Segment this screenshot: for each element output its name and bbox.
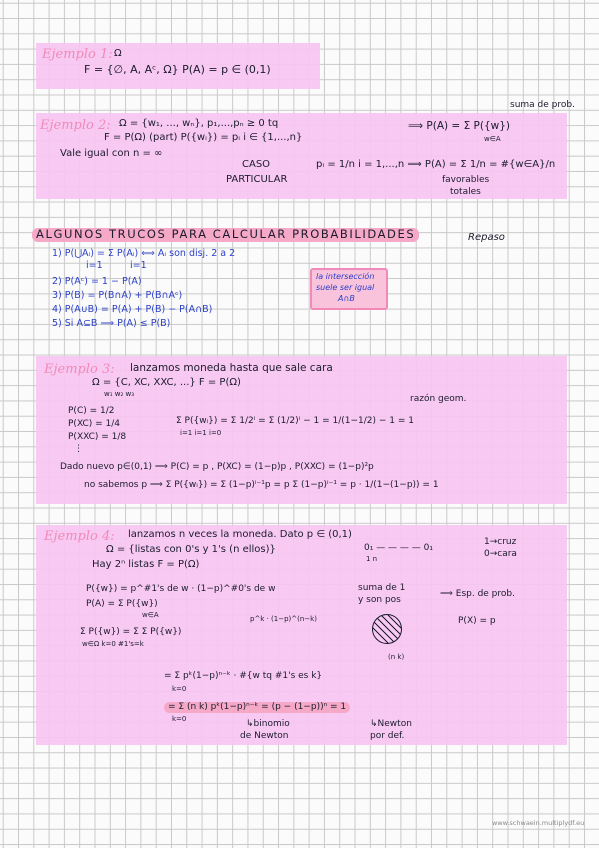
example-3-pxxc: P(XXC) = 1/8: [68, 432, 127, 442]
example-2-favorable: favorables: [442, 175, 490, 185]
example-3-line-1: lanzamos moneda hasta que sale cara: [130, 362, 333, 374]
example-2-sum-note: suma de prob.: [510, 100, 575, 110]
example-4-sum-one: suma de 1: [358, 583, 406, 593]
example-4-slots: 0₁ — — — — 0₁: [364, 543, 433, 553]
example-4-double-sum: Σ P({w}) = Σ Σ P({w}): [80, 627, 182, 637]
note-line-3: A∩B: [338, 294, 355, 303]
tricks-side-note: Repaso: [468, 232, 505, 243]
example-2-line-2: F = P(Ω) (part) P({wᵢ}) = pᵢ i ∈ {1,...,n}: [104, 132, 303, 143]
example-4-code-0: 0→cara: [484, 549, 517, 559]
example-4-prob-a-index: w∈A: [142, 611, 159, 619]
example-2-sum-result: ⟹ P(A) = Σ P({w}): [408, 120, 511, 132]
example-3-outcomes: w₁ w₂ w₃: [104, 390, 135, 398]
example-4-binomio: ↳binomio: [246, 719, 290, 729]
example-4-slot-indices: 1 n: [366, 555, 378, 563]
example-4-sum-k-index: k=0: [172, 685, 187, 693]
trick-1-sub-2: i=1: [130, 260, 147, 271]
example-3-line-3: Dado nuevo p∈(0,1) ⟹ P(C) = p , P(XC) = (1−p)p , P(XXC) = (1−p)²p: [60, 462, 374, 472]
example-4-newton: ↳Newton: [370, 719, 412, 729]
example-2-particular: PARTICULAR: [226, 174, 288, 185]
example-2-sum-index: w∈A: [484, 135, 501, 143]
example-4-double-sum-indices: w∈Ω k=0 #1's=k: [82, 640, 144, 648]
note-line-1: la intersección: [316, 272, 375, 281]
example-4-prob-space: ⟹ Esp. de prob.: [440, 589, 515, 599]
example-4-prob-w: P({w}) = p^#1's de w · (1−p)^#0's de w: [86, 584, 276, 594]
example-2-label: Ejemplo 2:: [40, 118, 111, 133]
example-3-pc: P(C) = 1/2: [68, 406, 115, 416]
example-3-pxc: P(XC) = 1/4: [68, 419, 120, 429]
example-4-label: Ejemplo 4:: [44, 529, 115, 544]
example-2-case: CASO: [242, 159, 271, 170]
example-4-binomial-result: = Σ (n k) pᵏ(1−p)ⁿ⁻ᵏ = (p − (1−p))ⁿ = 1: [164, 702, 350, 713]
hatched-circle-icon: [372, 614, 402, 644]
example-4-binomial-index: k=0: [172, 715, 187, 723]
trick-4: 4) P(A∪B) = P(A) + P(B) − P(A∩B): [52, 304, 213, 315]
trick-2: 2) P(Aᶜ) = 1 − P(A): [52, 276, 142, 287]
example-4-px: P(X) = p: [458, 616, 496, 626]
example-4-code-1: 1→cruz: [484, 537, 517, 547]
trick-5: 5) Si A⊆B ⟹ P(A) ≤ P(B): [52, 318, 171, 329]
trick-1: 1) P(⋃Aᵢ) = Σ P(Aᵢ) ⟺ Aᵢ son disj. 2 a 2: [52, 248, 236, 259]
example-2-line-4: pᵢ = 1/n i = 1,...,n ⟹ P(A) = Σ 1/n = #{w∈A}/n: [316, 159, 556, 170]
example-3-label: Ejemplo 3:: [44, 362, 115, 377]
example-4-binom-note: (n k): [388, 653, 405, 661]
example-4-line-1: lanzamos n veces la moneda. Dato p ∈ (0,1): [128, 529, 352, 540]
example-4-por-def: por def.: [370, 731, 405, 741]
note-line-2: suele ser igual: [316, 283, 375, 292]
example-3-line-4: no sabemos p ⟹ Σ P({wᵢ}) = Σ (1−p)ⁱ⁻¹p = p Σ (1−p)ⁱ⁻¹ = p · 1/(1−(1−p)) = 1: [84, 480, 439, 490]
example-2-line-1: Ω = {w₁, ..., wₙ}, p₁,...,pₙ ≥ 0 tq: [119, 118, 279, 129]
example-4-positive: y son pos: [358, 595, 401, 605]
example-1-line-1: Ω: [114, 48, 122, 59]
example-4-sum-k: = Σ pᵏ(1−p)ⁿ⁻ᵏ · #{w tq #1's es k}: [164, 671, 323, 681]
example-3-sum: Σ P({wᵢ}) = Σ 1/2ⁱ = Σ (1/2)ⁱ − 1 = 1/(1−1/2) − 1 = 1: [176, 416, 415, 426]
example-2-total: totales: [450, 187, 481, 197]
example-3-dots: ⋮: [74, 444, 83, 454]
example-4-line-3: Hay 2ⁿ listas F = P(Ω): [92, 559, 200, 570]
example-1-label: Ejemplo 1:: [42, 47, 113, 62]
example-3-sum-indices: i=1 i=1 i=0: [180, 429, 222, 437]
trick-1-sub-1: i=1: [86, 260, 103, 271]
example-3-ratio-note: razón geom.: [410, 394, 467, 404]
footer-url: www.schwaein.multiplydf.eu: [492, 819, 585, 827]
example-3-line-2: Ω = {C, XC, XXC, ...} F = P(Ω): [92, 377, 241, 388]
example-1-line-2: F = {∅, A, Aᶜ, Ω} P(A) = p ∈ (0,1): [84, 63, 271, 76]
tricks-title: ALGUNOS TRUCOS PARA CALCULAR PROBABILIDADES: [32, 228, 419, 242]
example-4-prob-a: P(A) = Σ P({w}): [86, 599, 158, 609]
example-4-line-2: Ω = {listas con 0's y 1's (n ellos)}: [106, 544, 276, 555]
example-2-line-3: Vale igual con n = ∞: [60, 148, 163, 159]
example-4-weight: p^k · (1−p)^(n−k): [250, 615, 317, 623]
example-4-de-newton: de Newton: [240, 731, 289, 741]
trick-3: 3) P(B) = P(B∩A) + P(B∩Aᶜ): [52, 290, 183, 301]
